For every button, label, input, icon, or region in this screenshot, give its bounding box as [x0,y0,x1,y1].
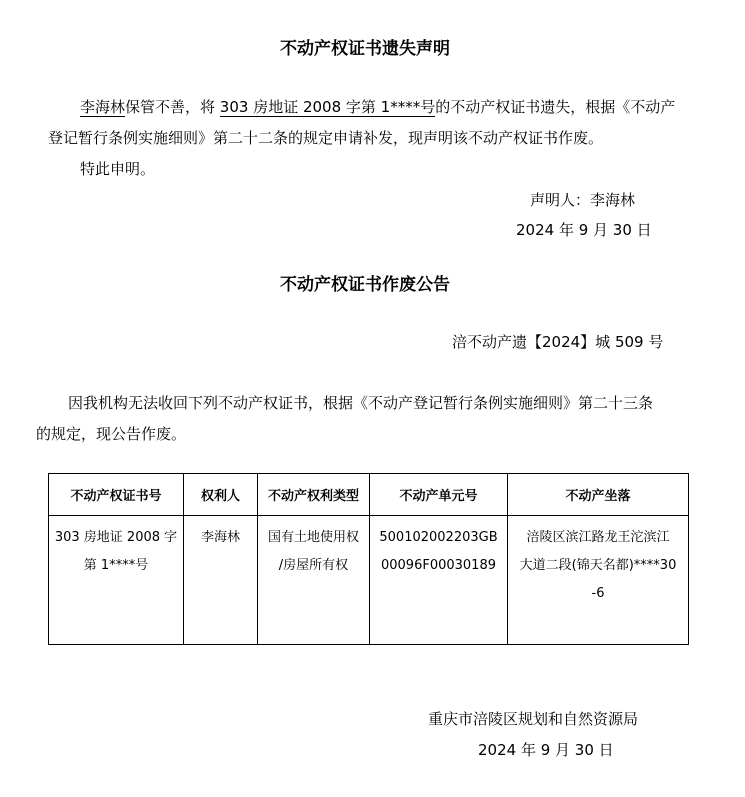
notice-text-segment-2: 的不动产权证书遗失，根据《不动产 [435,98,676,116]
cert-no-line-1: 303 房地证 2008 字 [54,530,178,545]
header-holder: 权利人 [184,474,258,516]
certificate-table [48,473,689,645]
announcement-title: 不动产权证书作废公告 [280,275,450,295]
unit-no-line-2: 00096F00030189 [380,558,496,573]
table-row [49,516,689,645]
announcement-paragraph-line-2: 的规定，现公告作废。 [36,425,187,443]
table-header-row [49,474,689,516]
cell-location [508,516,689,645]
unit-no-line-1: 500102002203GB [379,530,498,545]
notice-closing: 特此申明。 [80,160,156,178]
header-cert-no: 不动产权证书号 [49,474,184,516]
cell-right-type [258,516,370,645]
header-right-type: 不动产权利类型 [258,474,370,516]
announcement-date: 2024 年 9 月 30 日 [478,741,614,759]
header-location: 不动产坐落 [508,474,689,516]
announcement-paragraph-line-1: 因我机构无法收回下列不动产权证书，根据《不动产登记暂行条例实施细则》第二十三条 [68,394,654,412]
issuer: 重庆市涪陵区规划和自然资源局 [428,710,639,728]
location-line-1: 涪陵区滨江路龙王沱滨江 [526,530,670,545]
owner-name: 李海林 [80,98,126,116]
cell-holder [184,516,258,645]
document-number: 涪不动产遗【2024】城 509 号 [452,333,664,351]
cell-cert-no [49,516,184,645]
notice-date: 2024 年 9 月 30 日 [516,221,652,239]
declarant: 声明人：李海林 [530,191,636,209]
header-unit-no: 不动产单元号 [370,474,508,516]
right-type-line-1: 国有土地使用权 [267,530,359,545]
holder-name: 李海林 [200,530,240,545]
certificate-reference: 303 房地证 2008 字第 1****号 [219,98,436,116]
notice-text-segment: 保管不善，将 [125,98,220,116]
cert-no-line-2: 第 1****号 [83,558,149,573]
notice-paragraph-line-1 [80,96,675,117]
right-type-line-2: /房屋所有权 [278,558,349,573]
notice-title: 不动产权证书遗失声明 [280,39,450,59]
cell-unit-no [370,516,508,645]
notice-paragraph-line-2: 登记暂行条例实施细则》第二十二条的规定申请补发，现声明该不动产权证书作废。 [48,129,604,147]
location-line-3: -6 [591,586,605,601]
location-line-2: 大道二段(锦天名都)****30 [519,558,677,573]
